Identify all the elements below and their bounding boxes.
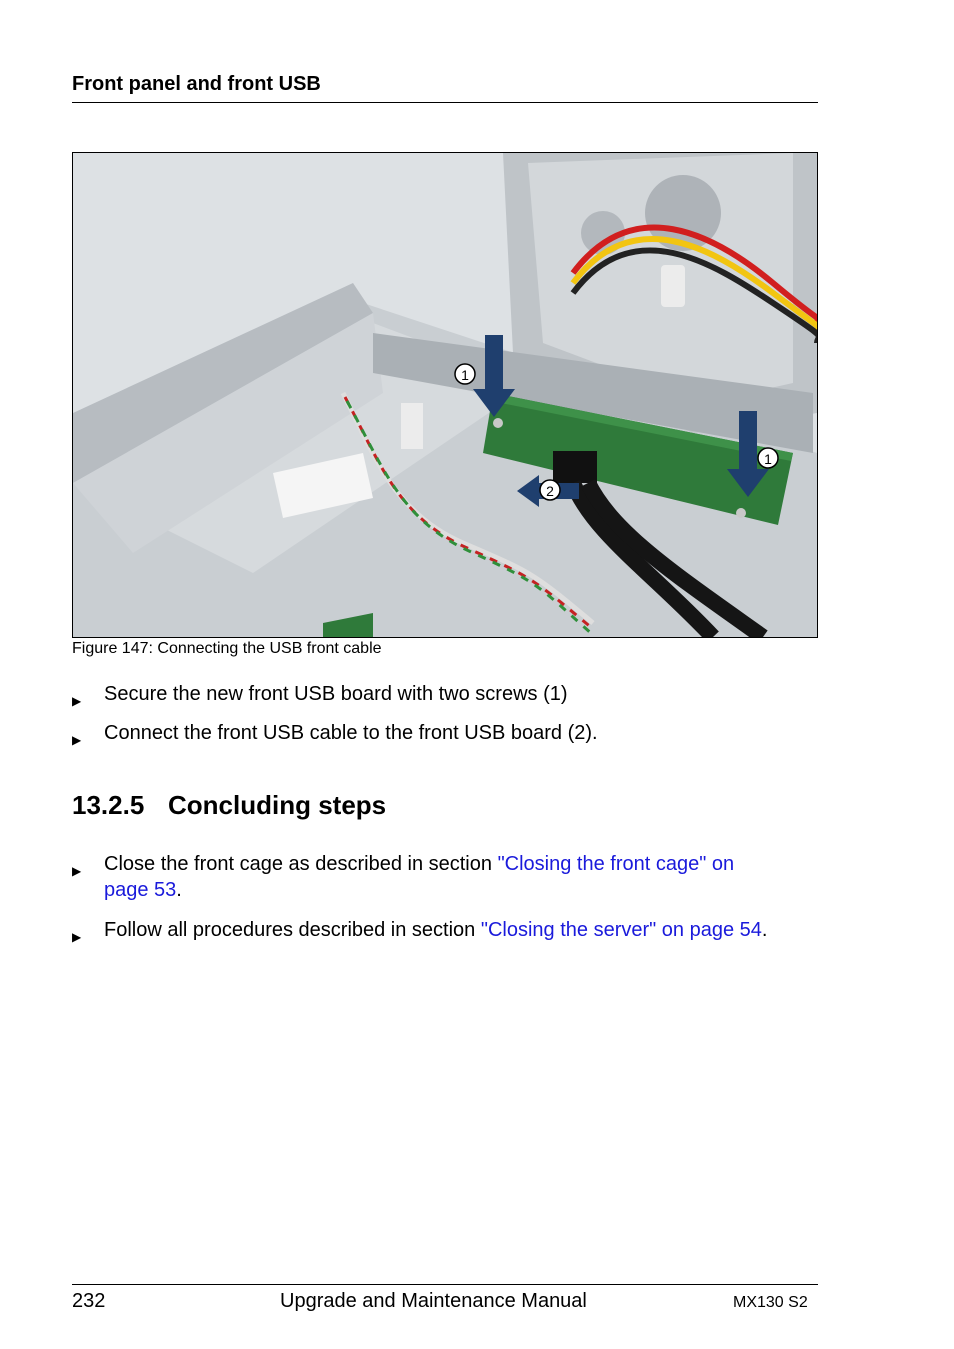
link-closing-server[interactable]: "Closing the server" on page 54 [480,919,762,941]
step-text: Close the front cage as described in section [104,853,498,875]
step-text-line1 [104,851,734,877]
figure-usb-cable-photo [72,152,818,638]
step-text-suffix: . [761,919,768,941]
section-heading [72,790,386,821]
section-number: 13.2.5 [72,790,145,820]
header-divider [72,102,818,103]
bullet-triangle-icon: ▶ [72,864,82,878]
model-name: MX130 S2 [733,1294,808,1311]
section-title: Concluding steps [168,790,387,820]
callout-1a: 1 [461,367,469,383]
bullet-triangle-icon: ▶ [72,930,82,944]
figure-caption: Figure 147: Connecting the USB front cable [72,640,382,657]
footer-divider [72,1284,818,1285]
step-text-suffix: . [176,879,182,901]
link-closing-front-cage-page[interactable]: page 53 [104,879,177,901]
bullet-triangle-icon: ▶ [72,733,82,747]
callout-2: 2 [546,483,554,499]
running-header-title: Front panel and front USB [72,73,321,95]
step-text: Follow all procedures described in section [104,919,481,941]
page-number: 232 [72,1290,106,1312]
manual-title: Upgrade and Maintenance Manual [280,1290,587,1312]
link-closing-front-cage[interactable]: "Closing the front cage" on [497,853,735,875]
callout-1b: 1 [764,451,772,467]
bullet-triangle-icon: ▶ [72,694,82,708]
step-text: Secure the new front USB board with two screws (1) [104,683,568,705]
step-text-line2 [104,877,182,903]
step-text-line [104,917,767,943]
step-text: Connect the front USB cable to the front USB board (2). [104,722,598,744]
